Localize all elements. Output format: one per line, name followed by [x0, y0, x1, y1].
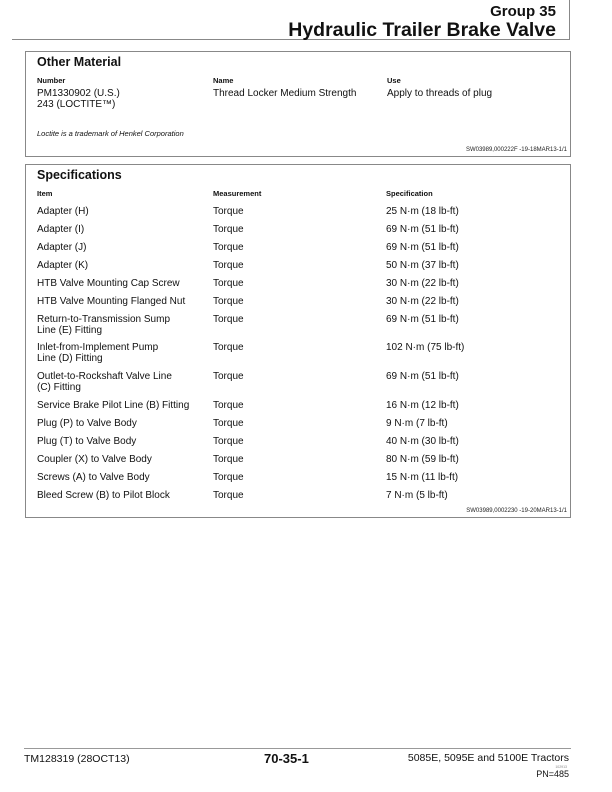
spec-measurement: Torque	[213, 342, 244, 353]
spec-item: Screws (A) to Valve Body	[37, 472, 150, 483]
spec-value: 69 N·m (51 lb-ft)	[386, 242, 459, 253]
spec-item: Service Brake Pilot Line (B) Fitting	[37, 400, 190, 411]
footer-doc-id: TM128319 (28OCT13)	[24, 753, 130, 765]
spec-measurement: Torque	[213, 436, 244, 447]
spec-value: 80 N·m (59 lb-ft)	[386, 454, 459, 465]
col-measurement: Measurement	[213, 189, 262, 198]
col-number: Number	[37, 76, 66, 85]
footer-micro-code: 102913	[555, 765, 567, 769]
specifications-box	[25, 164, 571, 518]
group-label: Group 35	[490, 3, 556, 20]
footer-product: 5085E, 5095E and 5100E Tractors	[407, 752, 569, 764]
reference-code: SW03989,000222F -19-18MAR13-1/1	[465, 147, 567, 153]
spec-measurement: Torque	[213, 224, 244, 235]
spec-item: Adapter (I)	[37, 224, 85, 235]
material-number-line1: PM1330902 (U.S.)	[37, 88, 120, 99]
spec-value: 25 N·m (18 lb-ft)	[386, 206, 459, 217]
spec-value: 9 N·m (7 lb-ft)	[386, 418, 448, 429]
spec-measurement: Torque	[213, 418, 244, 429]
spec-measurement: Torque	[213, 296, 244, 307]
spec-measurement: Torque	[213, 490, 244, 501]
trademark-note: Loctite is a trademark of Henkel Corporation	[37, 129, 184, 138]
spec-value: 30 N·m (22 lb-ft)	[386, 296, 459, 307]
spec-measurement: Torque	[213, 400, 244, 411]
spec-value: 40 N·m (30 lb-ft)	[386, 436, 459, 447]
spec-value: 102 N·m (75 lb-ft)	[386, 342, 465, 353]
footer-page-number: 70-35-1	[264, 751, 309, 766]
spec-item: Adapter (K)	[37, 260, 89, 271]
spec-value: 50 N·m (37 lb-ft)	[386, 260, 459, 271]
spec-measurement: Torque	[213, 454, 244, 465]
spec-item: Plug (T) to Valve Body	[37, 436, 137, 447]
footer-divider	[24, 748, 571, 749]
spec-measurement: Torque	[213, 278, 244, 289]
spec-item: Outlet-to-Rockshaft Valve Line	[37, 371, 172, 382]
spec-item: Bleed Screw (B) to Pilot Block	[37, 490, 170, 501]
other-material-title: Other Material	[37, 55, 122, 69]
spec-item: Plug (P) to Valve Body	[37, 418, 137, 429]
footer-pn: PN=485	[536, 769, 569, 779]
spec-value: 16 N·m (12 lb-ft)	[386, 400, 459, 411]
spec-measurement: Torque	[213, 260, 244, 271]
spec-item: Coupler (X) to Valve Body	[37, 454, 152, 465]
spec-value: 69 N·m (51 lb-ft)	[386, 224, 459, 235]
other-material-box	[25, 51, 571, 157]
reference-code: SW03989,0002230 -19-20MAR13-1/1	[466, 508, 567, 514]
spec-item-line2: (C) Fitting	[37, 382, 81, 393]
spec-measurement: Torque	[213, 314, 244, 325]
spec-value: 15 N·m (11 lb-ft)	[386, 472, 459, 483]
spec-measurement: Torque	[213, 242, 244, 253]
spec-value: 69 N·m (51 lb-ft)	[386, 371, 459, 382]
col-item: Item	[37, 189, 53, 198]
spec-item: Adapter (H)	[37, 206, 89, 217]
material-number-line2: 243 (LOCTITE™)	[37, 99, 116, 110]
spec-value: 7 N·m (5 lb-ft)	[386, 490, 448, 501]
specifications-title: Specifications	[37, 168, 122, 182]
spec-item: HTB Valve Mounting Flanged Nut	[37, 296, 186, 307]
spec-measurement: Torque	[213, 206, 244, 217]
spec-item-line2: Line (E) Fitting	[37, 325, 103, 336]
spec-measurement: Torque	[213, 472, 244, 483]
col-name: Name	[213, 76, 234, 85]
spec-item: Return-to-Transmission Sump	[37, 314, 171, 325]
material-use: Apply to threads of plug	[387, 88, 493, 99]
spec-item: Adapter (J)	[37, 242, 87, 253]
spec-item: HTB Valve Mounting Cap Screw	[37, 278, 180, 289]
col-use: Use	[387, 76, 401, 85]
spec-item: Inlet-from-Implement Pump	[37, 342, 159, 353]
spec-value: 30 N·m (22 lb-ft)	[386, 278, 459, 289]
page-title: Hydraulic Trailer Brake Valve	[288, 19, 556, 41]
spec-item-line2: Line (D) Fitting	[37, 353, 103, 364]
col-specification: Specification	[386, 189, 433, 198]
spec-measurement: Torque	[213, 371, 244, 382]
page-header	[12, 0, 570, 40]
material-name: Thread Locker Medium Strength	[213, 88, 357, 99]
spec-value: 69 N·m (51 lb-ft)	[386, 314, 459, 325]
